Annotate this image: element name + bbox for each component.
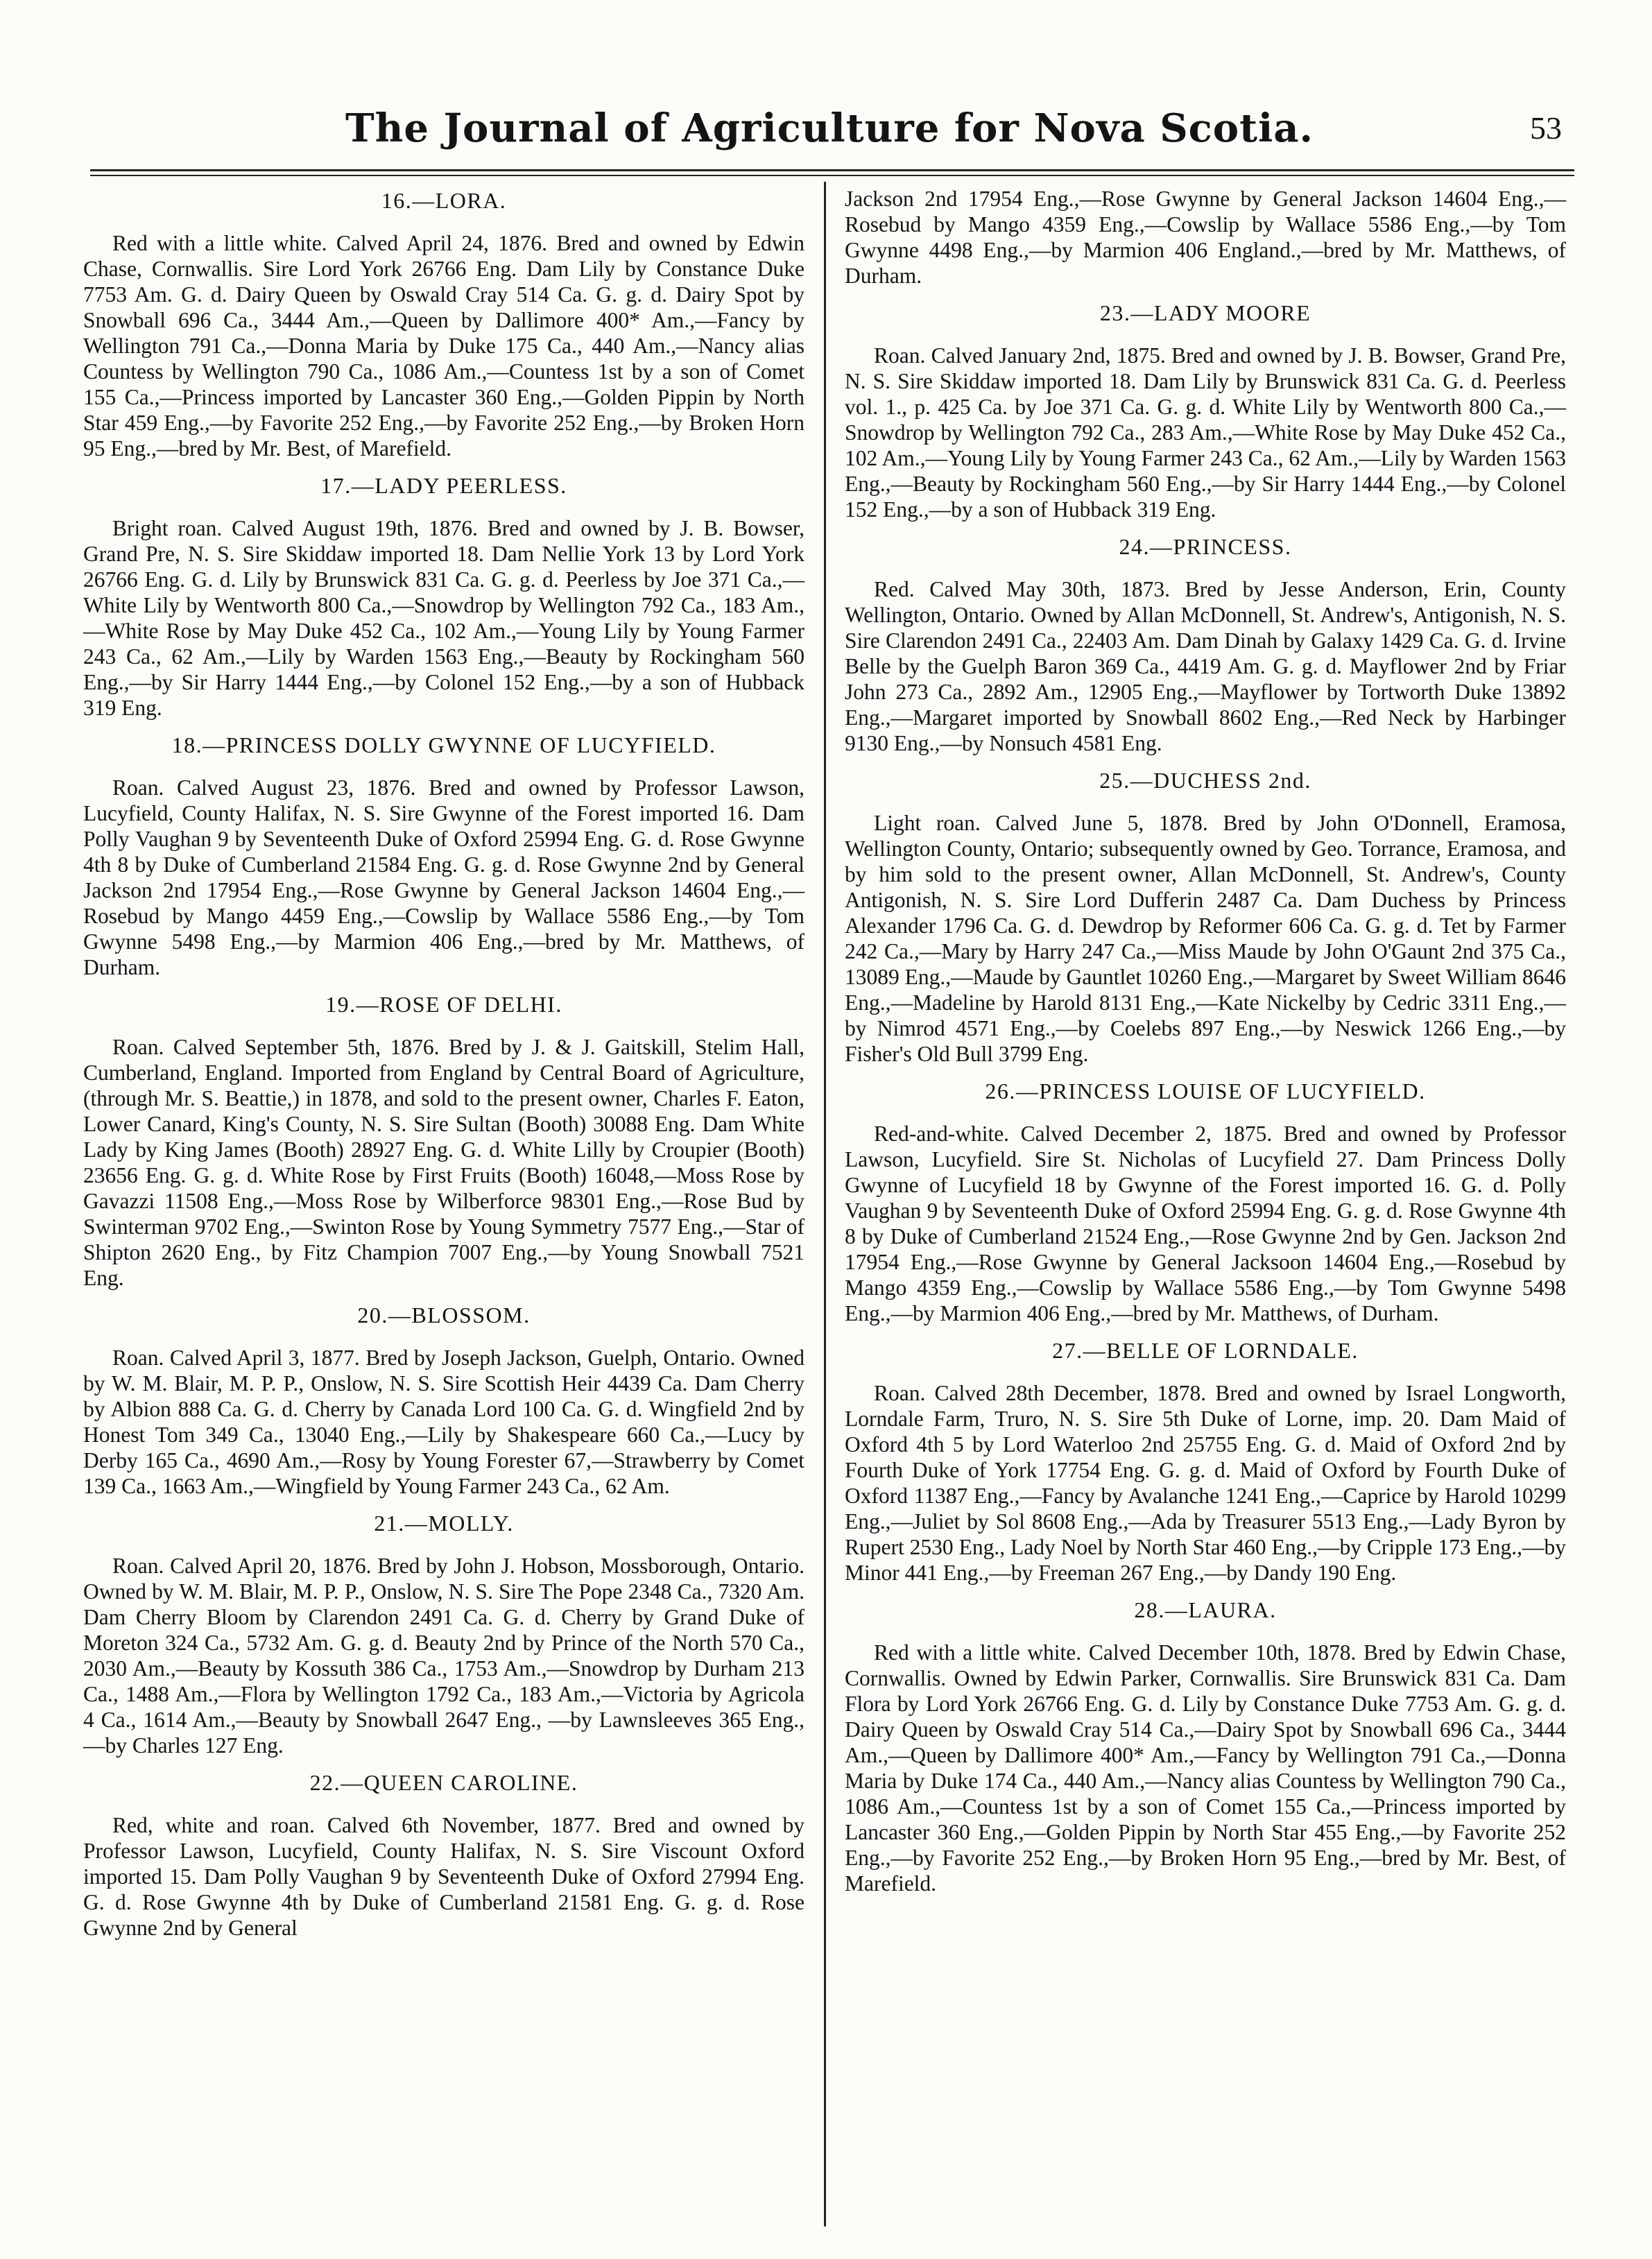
entry-heading: 23.—LADY MOORE	[1099, 300, 1311, 325]
entry-text: Red, white and roan. Calved 6th November, 1877. Bred and owned by Professor Lawson, Lucyfield, County Halifax, N. S. Sire Viscount Oxford imported 15. Dam Polly Vaughan 9 by Seventeenth Duke of Oxford 27994 Eng. G. d. Rose Gwynne 4th by Duke of Cumberland 21581 Eng. G. g. d. Rose Gwynne 2nd by General	[83, 1813, 805, 1940]
entry-heading: 22.—QUEEN CAROLINE.	[309, 1770, 578, 1795]
pedigree-entry	[83, 990, 805, 1291]
entry-heading: 21.—MOLLY.	[374, 1511, 514, 1536]
pedigree-entry	[845, 1595, 1566, 1896]
pedigree-entry-continued	[845, 186, 1566, 289]
entry-heading: 24.—PRINCESS.	[1119, 534, 1292, 559]
left-column	[83, 186, 805, 1950]
pedigree-entry	[845, 298, 1566, 522]
entry-heading: 27.—BELLE OF LORNDALE.	[1052, 1338, 1359, 1363]
pedigree-entry	[83, 1768, 805, 1941]
entry-text: Roan. Calved January 2nd, 1875. Bred and owned by J. B. Bowser, Grand Pre, N. S. Sire Skiddaw imported 18. Dam Lily by Brunswick 831 Ca. G. d. Peerless vol. 1., p. 425 Ca. by Joe 371 Ca. G. g. d. White Lily by Wentworth 800 Ca.,—Snowdrop by Wellington 792 Ca., 283 Am.,—White Rose by May Duke 452 Ca., 102 Am.,—Young Lily by Young Farmer 243 Ca., 62 Am.,—Lily by Warden 1563 Eng.,—Beauty by Rockingham 560 Eng.,—by Sir Harry 1444 Eng.,—by Colonel 152 Eng.,—by a son of Hubback 319 Eng.	[845, 343, 1566, 522]
pedigree-entry	[845, 1076, 1566, 1326]
header-rule	[90, 169, 1574, 171]
journal-title: The Journal of Agriculture for Nova Scotia.	[345, 105, 1314, 151]
pedigree-entry	[83, 186, 805, 461]
header-rule-secondary	[90, 175, 1574, 176]
pedigree-entry	[845, 766, 1566, 1067]
entry-heading: 18.—PRINCESS DOLLY GWYNNE OF LUCYFIELD.	[171, 732, 716, 757]
pedigree-entry	[83, 730, 805, 980]
pedigree-entry	[83, 1300, 805, 1499]
entry-text: Roan. Calved 28th December, 1878. Bred and owned by Israel Longworth, Lorndale Farm, Truro, N. S. Sire 5th Duke of Lorne, imp. 20. Dam Maid of Oxford 4th 5 by Lord Waterloo 2nd 25755 Eng. G. d. Maid of Oxford 2nd by Fourth Duke of York 17754 Eng. G. g. d. Maid of Oxford by Fourth Duke of Oxford 11387 Eng.,—Fancy by Avalanche 1241 Eng.,—Caprice by Harold 10299 Eng.,—Juliet by Sol 8608 Eng.,—Ada by Treasurer 5513 Eng.,—Lady Byron by Rupert 2530 Eng., Lady Noel by North Star 460 Eng.,—by Cripple 173 Eng.,—by Minor 441 Eng.,—by Freeman 267 Eng.,—by Dandy 190 Eng.	[845, 1381, 1566, 1585]
entry-text: Red. Calved May 30th, 1873. Bred by Jesse Anderson, Erin, County Wellington, Ontario. Owned by Allan McDonnell, St. Andrew's, Antigonish, N. S. Sire Clarendon 2491 Ca., 22403 Am. Dam Dinah by Galaxy 1429 Ca. G. d. Irvine Belle by the Guelph Baron 369 Ca., 4419 Am. G. g. d. Mayflower 2nd by Friar John 273 Ca., 2892 Am., 12905 Eng.,—Mayflower by Tortworth Duke 13892 Eng.,—Margaret imported by Snowball 8602 Eng.,—Red Neck by Harbinger 9130 Eng.,—by Nonsuch 4581 Eng.	[845, 577, 1566, 755]
entry-heading: 26.—PRINCESS LOUISE OF LUCYFIELD.	[985, 1079, 1426, 1103]
entry-text: Red-and-white. Calved December 2, 1875. Bred and owned by Professor Lawson, Lucyfield. Sire St. Nicholas of Lucyfield 27. Dam Princess Dolly Gwynne of Lucyfield 18 by Gwynne of the Forest imported 16. G. d. Polly Vaughan 9 by Seventeenth Duke of Oxford 25994 Eng. G. g. d. Rose Gwynne 4th 8 by Duke of Cumberland 21524 Eng.,—Rose Gwynne 2nd by Gen. Jackson 2nd 17954 Eng.,—Rose Gwynne by General Jacksoon 14604 Eng.,—Rosebud by Mango 4359 Eng.,—Cowslip by Wallace 5586 Eng.,—by Tom Gwynne 5498 Eng.,—by Marmion 406 Eng.,—bred by Mr. Matthews, of Durham.	[845, 1122, 1566, 1325]
pedigree-entry	[845, 1336, 1566, 1586]
entry-text: Roan. Calved April 20, 1876. Bred by John J. Hobson, Mossborough, Ontario. Owned by W. M. Blair, M. P. P., Onslow, N. S. Sire The Pope 2348 Ca., 7320 Am. Dam Cherry Bloom by Clarendon 2491 Ca. G. d. Cherry by Grand Duke of Moreton 324 Ca., 5732 Am. G. g. d. Beauty 2nd by Prince of the North 570 Ca., 2030 Am.,—Beauty by Kossuth 386 Ca., 1753 Am.,—Snowdrop by Durham 213 Ca., 1488 Am.,—Flora by Wellington 1792 Ca., 183 Am.,—Victoria by Agricola 4 Ca., 1614 Am.,—Beauty by Snowball 2647 Eng., —by Lawnsleeves 365 Eng.,—by Charles 127 Eng.	[83, 1554, 805, 1758]
right-column	[845, 186, 1566, 1906]
pedigree-entry	[845, 532, 1566, 756]
entry-heading: 19.—ROSE OF DELHI.	[325, 992, 562, 1017]
entry-text: Roan. Calved April 3, 1877. Bred by Joseph Jackson, Guelph, Ontario. Owned by W. M. Blair, M. P. P., Onslow, N. S. Sire Scottish Heir 4439 Ca. Dam Cherry by Albion 888 Ca. G. d. Cherry by Canada Lord 100 Ca. G. d. Wingfield 2nd by Honest Tom 349 Ca., 13040 Eng.,—Lily by Shakespeare 660 Ca.,—Lucy by Derby 165 Ca., 4690 Am.,—Rosy by Young Forester 67,—Strawberry by Comet 139 Ca., 1663 Am.,—Wingfield by Young Farmer 243 Ca., 62 Am.	[83, 1346, 805, 1498]
entry-text: Roan. Calved August 23, 1876. Bred and owned by Professor Lawson, Lucyfield, County Halifax, N. S. Sire Gwynne of the Forest imported 16. Dam Polly Vaughan 9 by Seventeenth Duke of Oxford 25994 Eng. G. d. Rose Gwynne 4th 8 by Duke of Cumberland 21584 Eng. G. g. d. Rose Gwynne 2nd by General Jackson 2nd 17954 Eng.,—Rose Gwynne by General Jackson 14604 Eng.,—Rosebud by Mango 4459 Eng.,—Cowslip by Wallace 5586 Eng.,—by Tom Gwynne 5498 Eng.,—by Marmion 406 Eng.,—bred by Mr. Matthews, of Durham.	[83, 775, 805, 979]
entry-heading: 20.—BLOSSOM.	[357, 1303, 531, 1328]
entry-heading: 17.—LADY PEERLESS.	[320, 473, 567, 498]
entry-heading: 28.—LAURA.	[1134, 1597, 1277, 1622]
entry-text: Bright roan. Calved August 19th, 1876. Bred and owned by J. B. Bowser, Grand Pre, N. S. Sire Skiddaw imported 18. Dam Nellie York 13 by Lord York 26766 Eng. G. d. Lily by Brunswick 831 Ca. G. g. d. Peerless by Joe 371 Ca.,—White Lily by Wentworth 800 Ca.,—Snowdrop by Wellington 792 Ca., 183 Am.,—White Rose by May Duke 452 Ca., 102 Am.,—Young Lily by Young Farmer 243 Ca., 62 Am.,—Lily by Warden 1563 Eng.,—Beauty by Rockingham 560 Eng.,—by Sir Harry 1444 Eng.,—by Colonel 152 Eng.,—by a son of Hubback 319 Eng.	[83, 516, 805, 720]
pedigree-entry	[83, 1509, 805, 1758]
entry-text: Jackson 2nd 17954 Eng.,—Rose Gwynne by General Jackson 14604 Eng.,—Rosebud by Mango 4359 Eng.,—Cowslip by Wallace 5586 Eng.,—by Tom Gwynne 4498 Eng.,—by Marmion 406 England.,—bred by Mr. Matthews, of Durham.	[845, 187, 1566, 288]
entry-heading: 16.—LORA.	[381, 188, 507, 213]
pedigree-entry	[83, 471, 805, 721]
column-divider	[824, 182, 826, 2226]
entry-text: Roan. Calved September 5th, 1876. Bred by J. & J. Gaitskill, Stelim Hall, Cumberland, England. Imported from England by Central Board of Agriculture, (through Mr. S. Beattie,) in 1878, and sold to the present owner, Charles F. Eaton, Lower Canard, King's County, N. S. Sire Sultan (Booth) 30088 Eng. Dam White Lady by King James (Booth) 28927 Eng. G. d. White Lilly by Croupier (Booth) 23656 Eng. G. g. d. White Rose by First Fruits (Booth) 16048,—Moss Rose by Gavazzi 11508 Eng.,—Moss Rose by Wilberforce 98301 Eng.,—Rose Bud by Swinterman 9702 Eng.,—Swinton Rose by Young Symmetry 7577 Eng.,—Star of Shipton 2620 Eng., by Fitz Champion 7007 Eng.,—by Young Snowball 7521 Eng.	[83, 1035, 805, 1290]
entry-text: Red with a little white. Calved December 10th, 1878. Bred by Edwin Chase, Cornwallis. Owned by Edwin Parker, Cornwallis. Sire Brunswick 831 Ca. Dam Flora by Lord York 26766 Eng. G. d. Lily by Constance Duke 7753 Am. G. g. d. Dairy Queen by Oswald Cray 514 Ca.,—Dairy Spot by Snowball 696 Ca., 3444 Am.,—Queen by Dallimore 400* Am.,—Fancy by Wellington 791 Ca.,—Donna Maria by Duke 174 Ca., 440 Am.,—Nancy alias Countess by Wellington 790 Ca., 1086 Am.,—Countess 1st by a son of Comet 155 Ca.,—Princess imported by Lancaster 360 Eng.,—Golden Pippin by North Star 455 Eng.,—by Favorite 252 Eng.,—by Favorite 252 Eng.,—by Broken Horn 95 Eng.,—bred by Mr. Best, of Marefield.	[845, 1640, 1566, 1896]
running-header	[76, 104, 1583, 160]
entry-heading: 25.—DUCHESS 2nd.	[1099, 768, 1311, 793]
entry-text: Light roan. Calved June 5, 1878. Bred by John O'Donnell, Eramosa, Wellington County, Ontario; subsequently owned by Geo. Torrance, Eramosa, and by him sold to the present owner, Allan McDonnell, St. Andrew's, County Antigonish, N. S. Sire Lord Dufferin 2487 Ca. Dam Duchess by Princess Alexander 1796 Ca. G. d. Dewdrop by Reformer 606 Ca. G. g. d. Tet by Farmer 242 Ca.,—Mary by Harry 247 Ca.,—Miss Maude by John O'Gaunt 2nd 375 Ca., 13089 Eng.,—Maude by Gauntlet 10260 Eng.,—Margaret by Sweet William 8646 Eng.,—Madeline by Harold 8131 Eng.,—Kate Nickelby by Cedric 3311 Eng.,—by Nimrod 4571 Eng.,—by Coelebs 897 Eng.,—by Neswick 1266 Eng.,—by Fisher's Old Bull 3799 Eng.	[845, 811, 1566, 1066]
page-number: 53	[1530, 110, 1562, 146]
entry-text: Red with a little white. Calved April 24, 1876. Bred and owned by Edwin Chase, Cornwallis. Sire Lord York 26766 Eng. Dam Lily by Constance Duke 7753 Am. G. d. Dairy Queen by Oswald Cray 514 Ca. G. g. d. Dairy Spot by Snowball 696 Ca., 3444 Am.,—Queen by Dallimore 400* Am.,—Fancy by Wellington 791 Ca.,—Donna Maria by Duke 175 Ca., 440 Am.,—Nancy alias Countess by Wellington 790 Ca., 1086 Am.,—Countess 1st by a son of Comet 155 Ca.,—Princess imported by Lancaster 360 Eng.,—Golden Pippin by North Star 459 Eng.,—by Favorite 252 Eng.,—by Favorite 252 Eng.,—by Broken Horn 95 Eng.,—bred by Mr. Best, of Marefield.	[83, 231, 805, 461]
